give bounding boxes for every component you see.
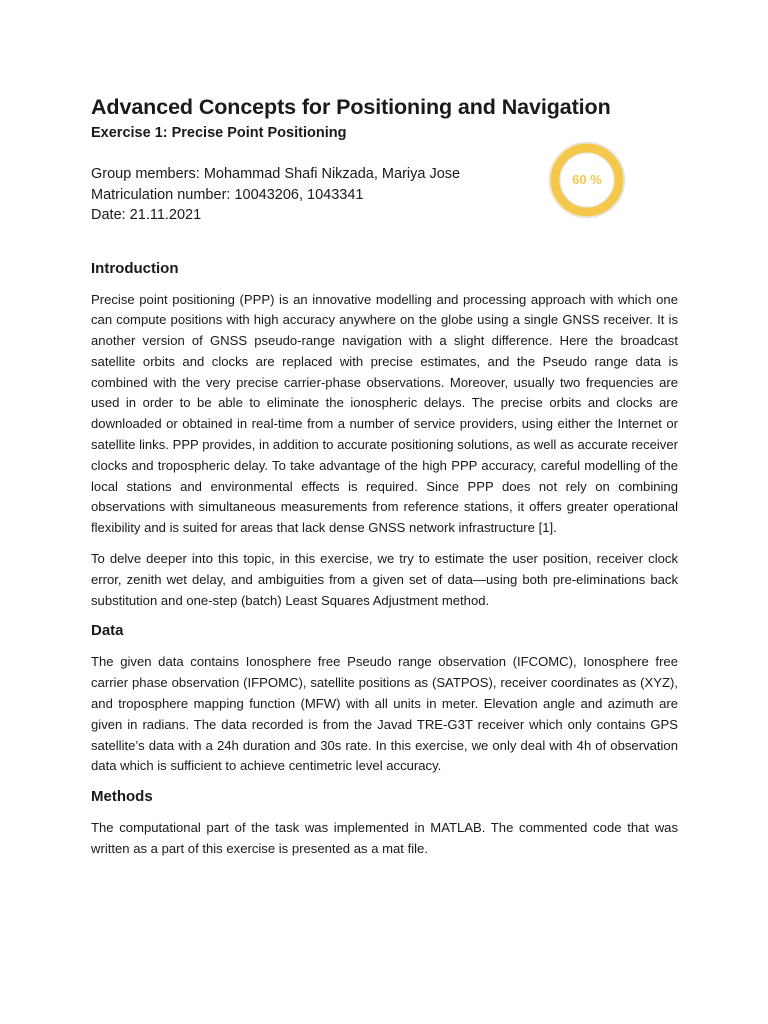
data-heading: Data (91, 622, 124, 640)
data-paragraph: The given data contains Ionosphere free Pseudo range observation (IFCOMC), Ionosphere free carrier phase observation (IFPOMC), satellite positions as (SATPOS), receiver coordinates as (XYZ), and troposphere mapping function (MFW) with all units in meter. Elevation angle and azimuth are given in radians. The data recorded is from the Javad TRE-G3T receiver which only contains GPS satellite’s data with a 24h duration and 30s rate. In this exercise, we only deal with 4h of observation data which is sufficient to achieve centimetric level accuracy. (91, 654, 678, 774)
introduction-heading: Introduction (91, 259, 179, 277)
matriculation-number: Matriculation number: 10043206, 1043341 (91, 186, 364, 203)
methods-heading: Methods (91, 788, 153, 806)
document-date: Date: 21.11.2021 (91, 207, 202, 223)
document-subtitle: Exercise 1: Precise Point Positioning (91, 125, 347, 141)
document-title: Advanced Concepts for Positioning and Navigation (91, 95, 611, 119)
progress-badge (548, 141, 626, 219)
introduction-paragraph: Precise point positioning (PPP) is an innovative modelling and processing approach with which one can compute positions with high accuracy anywhere on the globe using a single GNSS receiver. It is another version of GNSS pseudo-range navigation with a slight difference. Here the broadcast satellite orbits and clocks are replaced with precise estimates, and the Pseudo range data is combined with the very precise carrier-phase observations. Moreover, usually two frequencies are used in order to be able to eliminate the ionospheric delays. The precise orbits and clocks are downloaded or obtained in real-time from a number of service providers, using either the Internet or satellite links. PPP provides, in addition to accurate positioning solutions, as well as accurate receiver clocks and tropospheric delay. To take advantage of the high PPP accuracy, careful modelling of the local stations and environmental effects is required. Since PPP does not rely on combining observations with simultaneous measurements from reference stations, it offers greater operational flexibility and is suited for areas that lack dense GNSS network infrastructure [1]. (91, 291, 678, 536)
introduction-paragraph: To delve deeper into this topic, in this exercise, we try to estimate the user position, receiver clock error, zenith wet delay, and ambiguities from a given set of data—using both pre-eliminations back substitution and one-step (batch) Least Squares Adjustment method. (91, 551, 678, 608)
group-members: Group members: Mohammad Shafi Nikzada, Mariya Jose (91, 166, 461, 182)
methods-paragraph: The computational part of the task was implemented in MATLAB. The commented code that was written as a part of this exercise is presented as a mat file. (91, 820, 678, 857)
progress-label: 60 % (572, 172, 602, 187)
